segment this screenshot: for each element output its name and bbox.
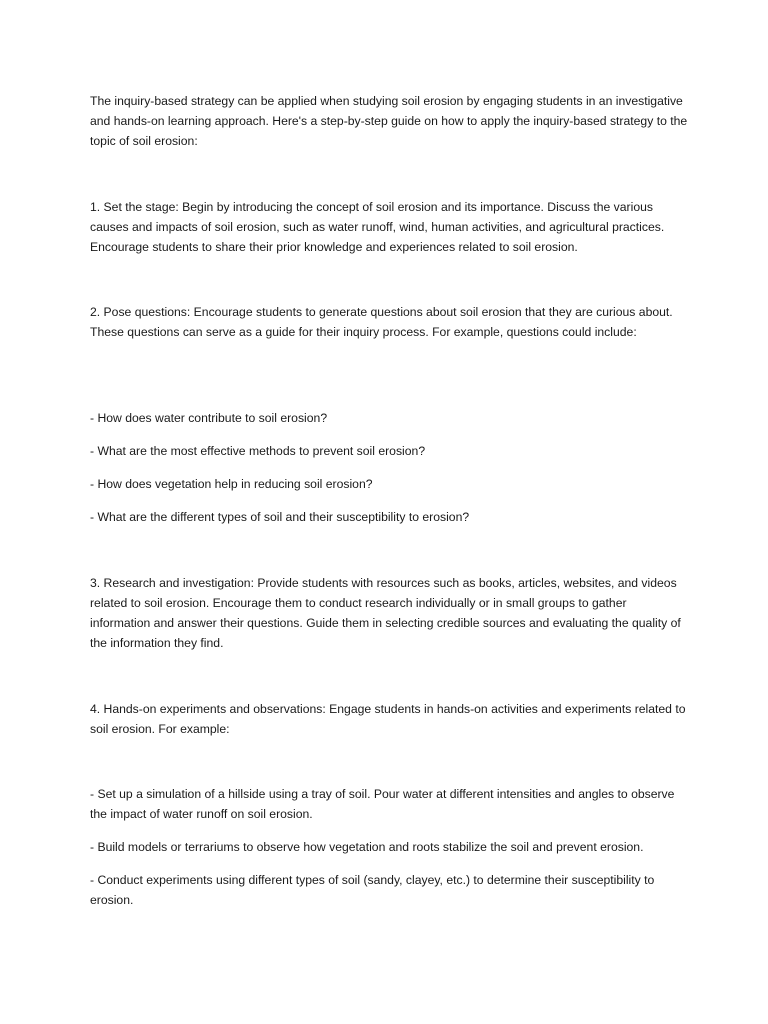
question-item: - What are the different types of soil and their susceptibility to erosion?	[90, 510, 470, 524]
step-3-paragraph: 3. Research and investigation: Provide students with resources such as books, articles, websites, and videos related to soil erosion. Encourage them to conduct research individually or in small groups to gather information and answer their questions. Guide them in selecting credible sources and evaluating the quality of the information they find.	[90, 576, 681, 650]
step-2-paragraph: 2. Pose questions: Encourage students to generate questions about soil erosion that they are curious about. These questions can serve as a guide for their inquiry process. For example, questions could include:	[90, 305, 673, 339]
question-item: - How does water contribute to soil erosion?	[90, 411, 328, 425]
experiment-item: - Conduct experiments using different types of soil (sandy, clayey, etc.) to determine their susceptibility to erosion.	[90, 873, 655, 907]
step-4-paragraph: 4. Hands-on experiments and observations: Engage students in hands-on activities and experiments related to soil erosion. For example:	[90, 702, 686, 736]
question-item: - How does vegetation help in reducing soil erosion?	[90, 477, 373, 491]
question-item: - What are the most effective methods to prevent soil erosion?	[90, 444, 426, 458]
experiment-item: - Set up a simulation of a hillside using a tray of soil. Pour water at different intensities and angles to observe the impact of water runoff on soil erosion.	[90, 787, 675, 821]
intro-paragraph: The inquiry-based strategy can be applied when studying soil erosion by engaging students in an investigative and hands-on learning approach. Here's a step-by-step guide on how to apply the inquiry-based strategy to the topic of soil erosion:	[90, 94, 688, 148]
step-1-paragraph: 1. Set the stage: Begin by introducing the concept of soil erosion and its importance. Discuss the various causes and impacts of soil erosion, such as water runoff, wind, human activities, and agricultural practices. Encourage students to share their prior knowledge and experiences related to soil erosion.	[90, 200, 665, 254]
experiment-item: - Build models or terrariums to observe how vegetation and roots stabilize the soil and prevent erosion.	[90, 840, 644, 854]
